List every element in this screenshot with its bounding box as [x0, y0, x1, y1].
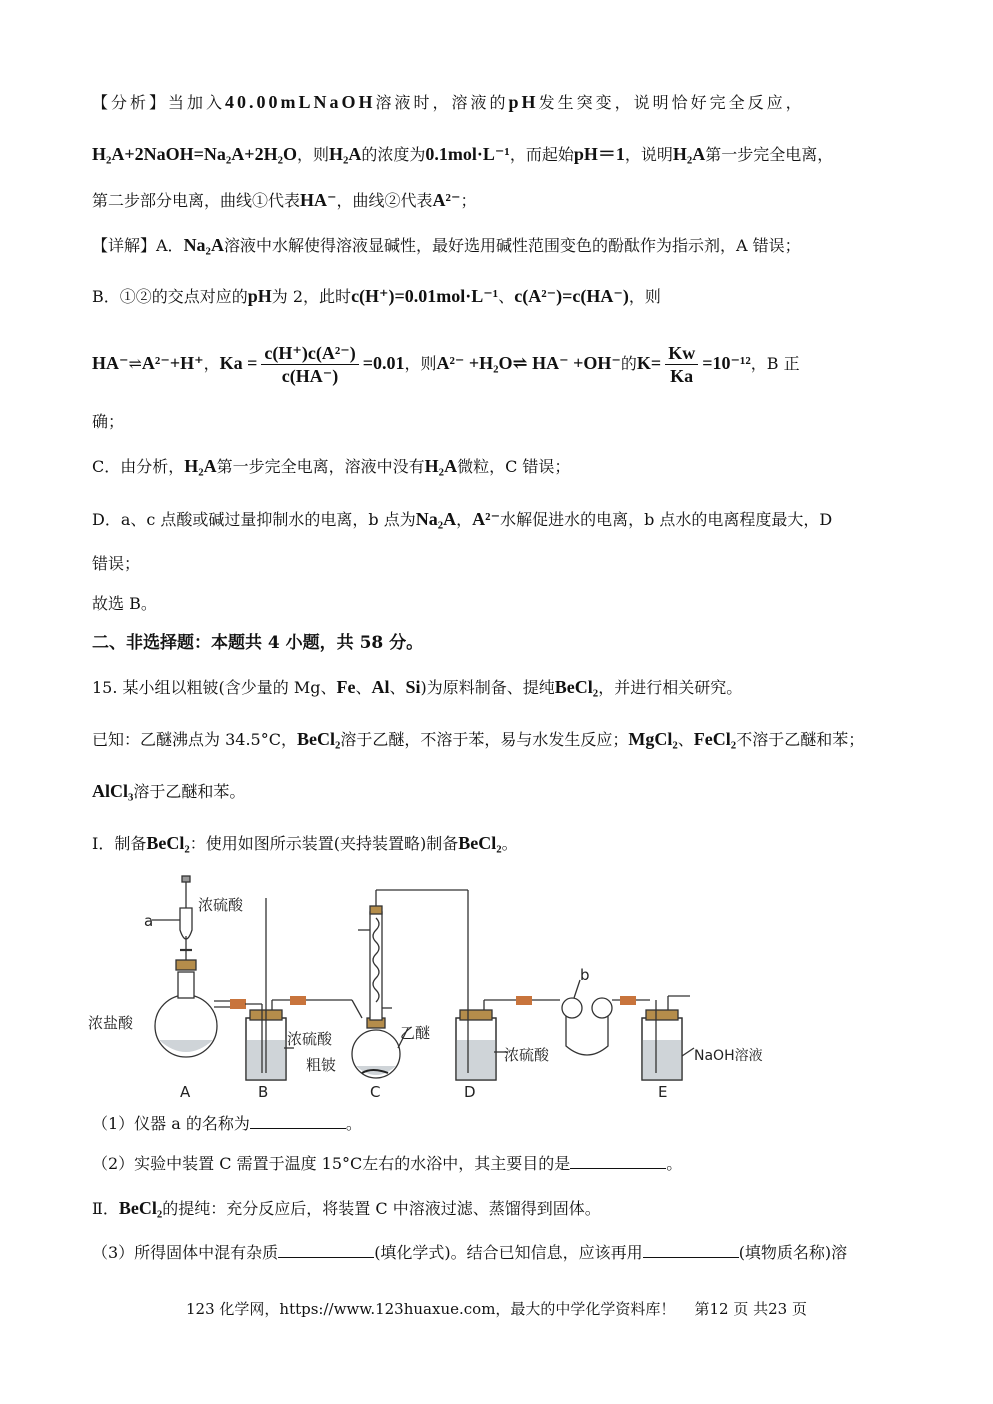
- formula: Fe: [336, 677, 356, 697]
- text: 溶于乙醚，不溶于苯，易与水发生反应；: [340, 730, 629, 749]
- detail-option-b: [92, 284, 922, 309]
- text: （1）仪器 a 的名称为: [92, 1114, 250, 1133]
- text: 确；: [92, 412, 125, 431]
- detail-option-d: [92, 507, 922, 532]
- text: ，则: [296, 145, 329, 164]
- answer-blank-2[interactable]: [570, 1152, 666, 1169]
- footer-site: 123 化学网，https://www.123huaxue.com，最大的中学化学资料库！: [186, 1300, 676, 1318]
- text: ；: [460, 191, 477, 210]
- formula: A²⁻: [432, 190, 461, 210]
- k-value: =10⁻¹²: [702, 353, 751, 373]
- ka-numerator: c(H⁺)c(A²⁻): [261, 342, 358, 365]
- formula: A²⁻: [472, 509, 501, 529]
- text: 已知：乙醚沸点为 34.5°C，: [92, 730, 297, 749]
- ka-symbol: Ka =: [219, 353, 258, 373]
- formula: BeCl₂: [118, 1198, 163, 1218]
- label-D: D: [464, 1083, 476, 1101]
- label-conc-h2so4-d: 浓硫酸: [504, 1046, 550, 1064]
- equal-concentrations: c(A²⁻)=c(HA⁻): [514, 286, 629, 306]
- formula: A²⁻+H⁺: [141, 353, 204, 373]
- initial-ph: pH＝1: [573, 144, 625, 164]
- text: 、: [355, 678, 372, 697]
- formula: HA⁻: [300, 190, 337, 210]
- hydrogen-concentration: c(H⁺)=0.01mol·L⁻¹: [351, 286, 499, 306]
- equilibrium-arrow: ⇌: [128, 354, 142, 373]
- reaction-equation: H₂A+2NaOH=Na₂A+2H₂O: [92, 144, 297, 164]
- text: 的: [620, 354, 637, 373]
- formula: BeCl₂: [296, 729, 341, 749]
- text: ，并进行相关研究。: [598, 678, 743, 697]
- k-numerator: Kw: [665, 342, 698, 365]
- text: 。: [501, 834, 518, 853]
- analysis-label: 【分析】当加入: [92, 93, 226, 112]
- page-footer: [0, 1298, 993, 1319]
- apparatus-figure: [80, 868, 763, 1103]
- concentration: 0.1mol·L⁻¹: [425, 144, 510, 164]
- detail-option-d-end: [92, 552, 922, 576]
- analysis-line-1: [92, 90, 922, 115]
- formula: AlCl₃: [92, 781, 134, 801]
- text: （2）实验中装置 C 需置于温度 15°C左右的水浴中，其主要目的是: [92, 1154, 571, 1173]
- text: 溶液中水解使得溶液显碱性，最好选用碱性范围变色的酚酞作为指示剂，A 错误；: [223, 236, 801, 255]
- formula: H₂A: [424, 456, 458, 476]
- detail-option-b-end: [92, 410, 922, 434]
- footer-page-number: 第12 页 共23 页: [694, 1300, 807, 1318]
- text: ：使用如图所示装置(夹持装置略)制备: [189, 834, 459, 853]
- text: 第一步完全电离，溶液中没有: [216, 457, 425, 476]
- text: 溶液时，溶液的: [375, 93, 509, 112]
- label-a: a: [144, 912, 154, 930]
- text: 、: [677, 730, 694, 749]
- formula: H₂A: [672, 144, 706, 164]
- k-denominator: Ka: [670, 366, 694, 386]
- detail-option-a: [92, 233, 922, 258]
- text: (填物质名称)溶: [738, 1243, 848, 1262]
- answer-blank-3[interactable]: [278, 1241, 374, 1258]
- formula: HA⁻: [92, 353, 129, 373]
- text: 微粒，C 错误；: [457, 457, 571, 476]
- text: 第二步部分电离，曲线①代表: [92, 191, 301, 210]
- q15-sub-3: [92, 1241, 922, 1265]
- q15-stem: [92, 675, 922, 700]
- dropping-funnel: [180, 908, 192, 939]
- text: 为 2，此时: [271, 287, 352, 306]
- u-tube-b-left: [562, 998, 582, 1018]
- q15-sub-1: [92, 1112, 922, 1136]
- ph-term: pH: [508, 92, 539, 112]
- k-symbol: K=: [636, 353, 662, 373]
- text: 第一步完全电离，: [705, 145, 834, 164]
- formula: Si: [405, 677, 421, 697]
- k-fraction: [665, 342, 698, 387]
- text: ，则: [404, 354, 437, 373]
- detail-option-c: [92, 454, 922, 479]
- label-E: E: [658, 1083, 668, 1101]
- text: 、: [498, 287, 515, 306]
- ka-fraction: [261, 342, 358, 387]
- label-A: A: [180, 1083, 191, 1101]
- ka-value: =0.01: [362, 353, 405, 373]
- formula: FeCl₂: [693, 729, 737, 749]
- text: 15. 某小组以粗铍(含少量的 Mg、: [92, 678, 337, 697]
- formula: H₂A: [184, 456, 217, 476]
- label-ether: 乙醚: [400, 1024, 431, 1042]
- text: ，: [203, 354, 220, 373]
- naoh-volume: 40.00mLNaOH: [225, 92, 376, 112]
- text: 故选 B。: [92, 594, 157, 613]
- text: C．由分析，: [92, 457, 185, 476]
- section-title: 二、非选择题：本题共 4 小题，共 58 分。: [92, 633, 424, 653]
- q15-sub-2: [92, 1152, 922, 1176]
- text: 。: [345, 1114, 362, 1133]
- label-b: b: [580, 966, 590, 984]
- text: 溶于乙醚和苯。: [133, 782, 246, 801]
- formula: BeCl₂: [554, 677, 599, 697]
- formula: BeCl₂: [146, 833, 190, 853]
- text: 发生突变，说明恰好完全反应，: [538, 93, 805, 112]
- ph-term: pH: [247, 286, 272, 306]
- text: Ⅰ．制备: [92, 834, 147, 853]
- text: 的提纯：充分反应后，将装置 C 中溶液过滤、蒸馏得到固体。: [162, 1199, 601, 1218]
- label-C: C: [370, 1083, 381, 1101]
- formula: Na₂A: [415, 509, 457, 529]
- text: B．①②的交点对应的: [92, 287, 248, 306]
- part-1-title: [92, 831, 922, 856]
- text: Ⅱ．: [92, 1199, 119, 1218]
- text: （3）所得固体中混有杂质: [92, 1243, 279, 1262]
- text: 。: [666, 1154, 683, 1173]
- ka-denominator: c(HA⁻): [281, 366, 339, 386]
- label-conc-h2so4-b: 浓硫酸: [287, 1030, 333, 1048]
- formula: H₂A: [328, 144, 362, 164]
- detail-label: 【详解】A．: [92, 236, 184, 255]
- text: 、: [389, 678, 406, 697]
- formula: BeCl₂: [458, 833, 502, 853]
- text: ，则: [628, 287, 661, 306]
- text: ，而起始: [509, 145, 574, 164]
- formula: Na₂A: [183, 235, 224, 255]
- part-2-title: [92, 1196, 922, 1221]
- q15-known-2: [92, 779, 922, 804]
- text: 错误；: [92, 554, 141, 573]
- answer-blank-1[interactable]: [250, 1112, 346, 1129]
- formula: MgCl₂: [628, 729, 678, 749]
- label-conc-h2so4-top: 浓硫酸: [198, 896, 244, 914]
- text: ，说明: [624, 145, 673, 164]
- text: ，曲线②代表: [336, 191, 433, 210]
- text: )为原料制备、提纯: [420, 678, 555, 697]
- text: 不溶于乙醚和苯；: [736, 730, 865, 749]
- text: ，: [456, 510, 473, 529]
- conclusion: [92, 592, 922, 616]
- analysis-line-3: [92, 188, 922, 213]
- text: 水解促进水的电离，b 点水的电离程度最大，D: [500, 510, 833, 529]
- label-naoh: NaOH溶液: [694, 1048, 763, 1064]
- detail-option-b-formulas: [92, 335, 922, 391]
- formula: Al: [371, 677, 390, 697]
- label-B: B: [258, 1083, 269, 1101]
- text: (填化学式)。结合已知信息，应该再用: [374, 1243, 643, 1262]
- analysis-line-2: [92, 142, 922, 167]
- hydrolysis-equation: A²⁻ +H₂O⇌ HA⁻ +OH⁻: [436, 353, 621, 373]
- text: D．a、c 点酸或碱过量抑制水的电离，b 点为: [92, 510, 416, 529]
- text: 的浓度为: [361, 145, 426, 164]
- answer-blank-4[interactable]: [643, 1241, 739, 1258]
- q15-known: [92, 727, 922, 752]
- label-crude-be: 粗铍: [306, 1056, 337, 1074]
- label-conc-hcl: 浓盐酸: [88, 1014, 134, 1032]
- text: ，B 正: [750, 354, 800, 373]
- u-tube-b-right: [592, 998, 612, 1018]
